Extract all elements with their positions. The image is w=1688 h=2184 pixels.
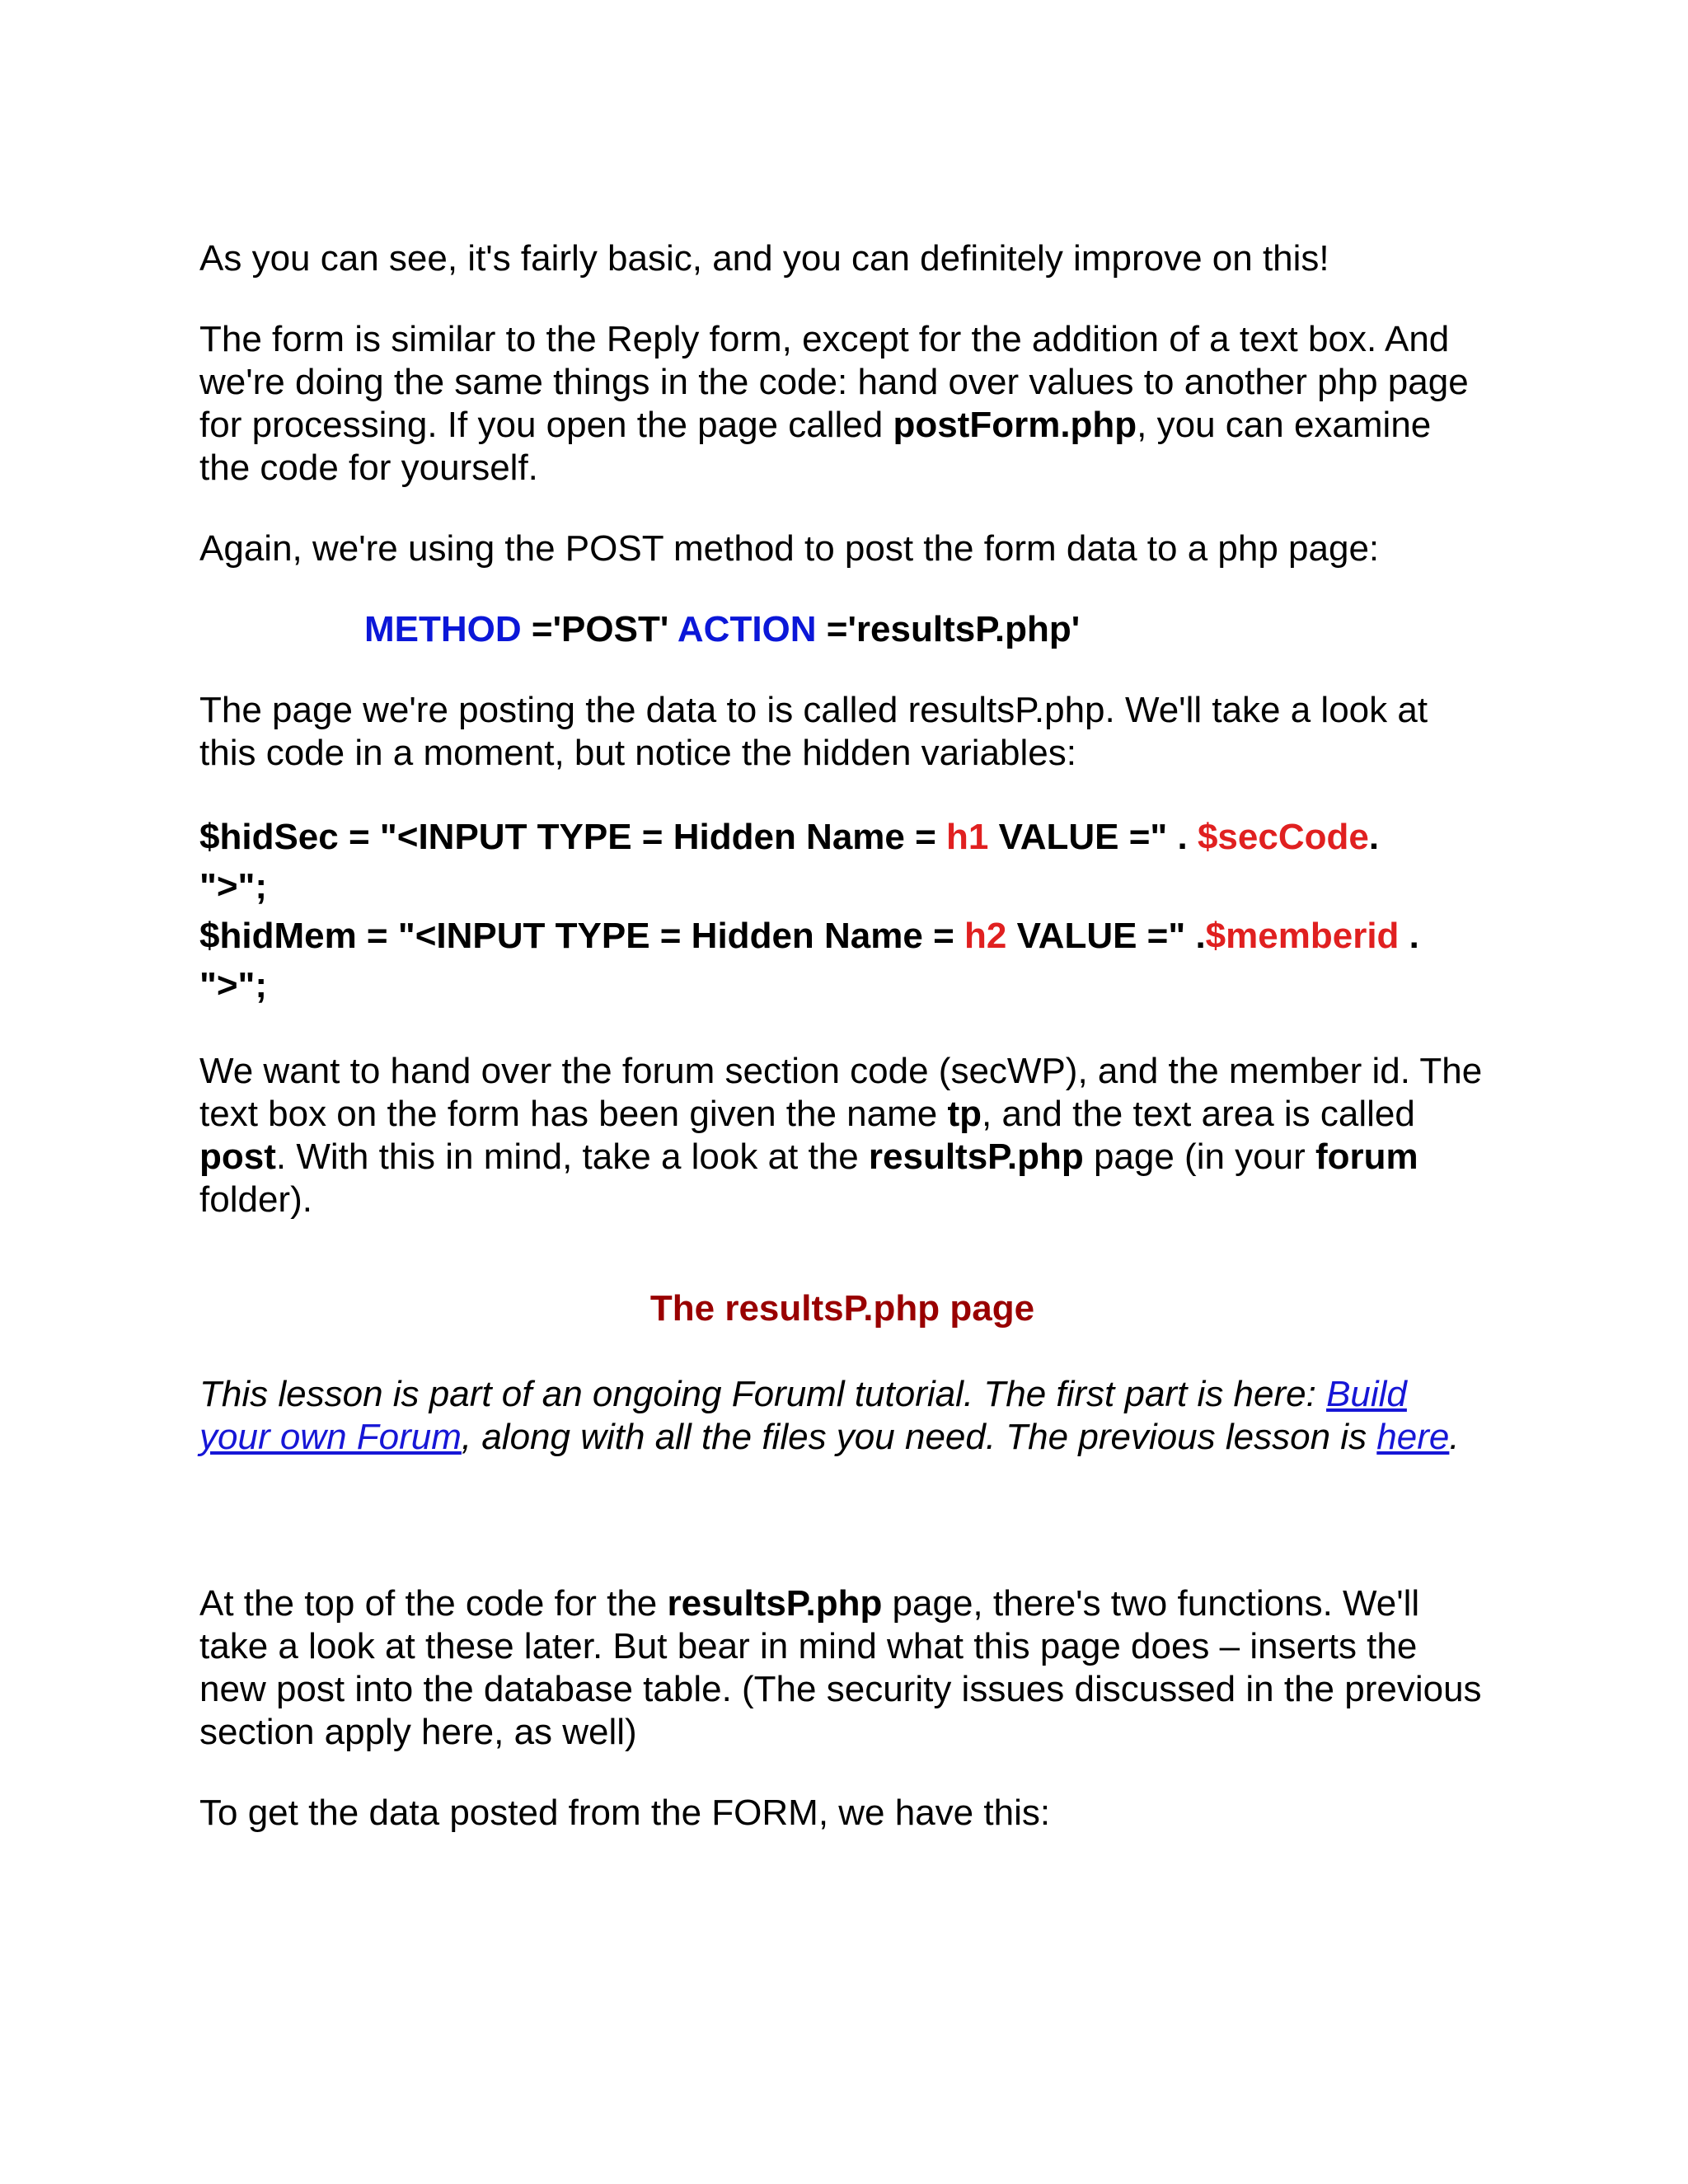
code-h2-name: h2 — [964, 916, 1007, 956]
lesson-note-text-1: This lesson is part of an ongoing Foruml tutorial. The first part is here: — [199, 1374, 1327, 1414]
postform-filename: postForm.php — [893, 405, 1137, 445]
lesson-note-text-2: , along with all the files you need. The previous lesson is — [461, 1417, 1377, 1457]
code-hidsec-text-3: . — [1368, 817, 1380, 857]
code-hidmem-text-1: $hidMem = "<INPUT TYPE = Hidden Name = — [199, 916, 964, 956]
code-line-hidsec-end: ">"; — [199, 866, 268, 907]
functions-text-2: page, there's two functions. We'll take a look at these later. But bear in mind what this page does – inserts the new post into the database table. (The security issues discussed in the previous section apply here, as well) — [199, 1583, 1482, 1752]
textbox-name-tp: tp — [947, 1094, 982, 1134]
action-value: ='resultsP.php' — [816, 609, 1081, 649]
document-body — [199, 237, 1485, 1835]
previous-lesson-link[interactable]: here — [1376, 1417, 1450, 1457]
code-line-hidsec — [199, 813, 1485, 862]
post-method-paragraph: Again, we're using the POST method to post the form data to a php page: — [199, 528, 1380, 569]
method-keyword: METHOD — [364, 609, 522, 649]
code-h1-name: h1 — [946, 817, 989, 857]
code-seccode-var: $secCode — [1197, 817, 1369, 857]
form-data-paragraph: To get the data posted from the FORM, we have this: — [199, 1793, 1051, 1833]
lesson-note-paragraph — [199, 1373, 1485, 1459]
code-hidsec-text-1: $hidSec = "<INPUT TYPE = Hidden Name = — [199, 817, 947, 857]
hand-over-text-2: , and the text area is called — [982, 1094, 1415, 1134]
intro-paragraph: As you can see, it's fairly basic, and you can definitely improve on this! — [199, 238, 1329, 279]
hand-over-text-1: We want to hand over the forum section code (secWP), and the member id. The text box on the form has been given the name — [199, 1051, 1483, 1134]
resultsp-filename: resultsP.php — [868, 1137, 1084, 1177]
functions-paragraph — [199, 1582, 1485, 1754]
form-description-paragraph — [199, 318, 1485, 490]
action-keyword: ACTION — [677, 609, 817, 649]
hand-over-paragraph — [199, 1050, 1485, 1221]
form-description-text-1: The form is similar to the Reply form, except for the addition of a text box. And we're doing the same things in the code: hand over values to another php page for processing. If you open the page called — [199, 319, 1469, 445]
code-hidsec-text-2: VALUE =" . — [988, 817, 1198, 857]
textarea-name-post: post — [199, 1137, 276, 1177]
forum-folder-name: forum — [1315, 1137, 1418, 1177]
form-description-text-2: , you can examine the code for yourself. — [199, 405, 1432, 488]
hidden-variables-intro-paragraph: The page we're posting the data to is called resultsP.php. We'll take a look at this code in a moment, but notice the hidden variables: — [199, 690, 1428, 773]
code-hidmem-text-3: . — [1399, 916, 1419, 956]
code-line-hidmem-end: ">"; — [199, 965, 268, 1005]
code-line-hidmem — [199, 912, 1485, 961]
hand-over-text-3: . With this in mind, take a look at the — [275, 1137, 869, 1177]
method-value: ='POST' — [521, 609, 678, 649]
form-method-code-line — [199, 608, 1485, 651]
build-forum-link[interactable]: Build your own Forum — [199, 1374, 1407, 1457]
hand-over-text-5: folder). — [199, 1179, 312, 1220]
resultsp-filename-2: resultsP.php — [667, 1583, 883, 1624]
hand-over-text-4: page (in your — [1083, 1137, 1315, 1177]
code-memberid-var: $memberid — [1205, 916, 1400, 956]
section-heading: The resultsP.php page — [649, 1288, 1035, 1329]
code-hidmem-text-2: VALUE =" . — [1006, 916, 1206, 956]
lesson-note-text-3: . — [1449, 1417, 1460, 1457]
functions-text-1: At the top of the code for the — [199, 1583, 668, 1624]
hidden-variables-code-block — [199, 813, 1485, 1010]
